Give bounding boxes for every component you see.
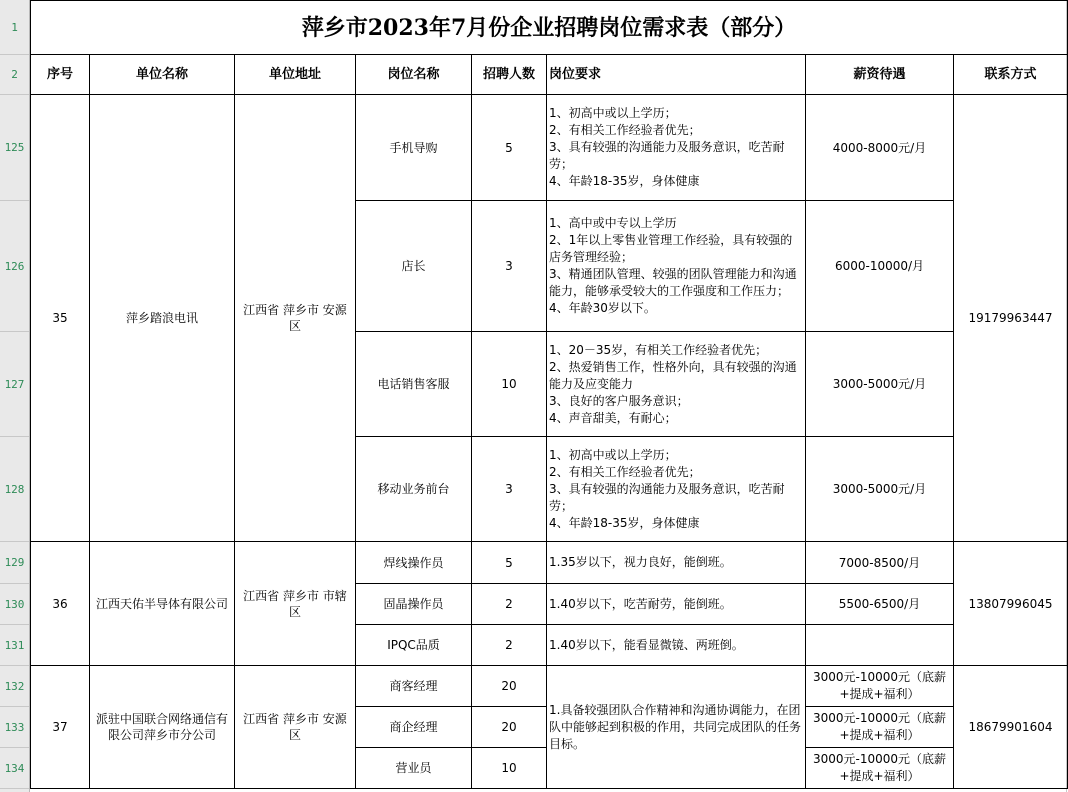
header-salary[interactable]: 薪资待遇 (806, 55, 954, 95)
count-cell[interactable]: 2 (472, 584, 547, 625)
requirement-line: 1、初高中或以上学历； (549, 447, 677, 462)
company-cell[interactable]: 萍乡踏浪电讯 (90, 95, 235, 542)
requirement-line: 4、年龄18-35岁，身体健康 (549, 515, 700, 530)
salary-cell[interactable]: 3000元-10000元（底薪+提成+福利） (806, 748, 954, 789)
position-cell[interactable]: IPQC品质 (356, 625, 472, 666)
requirement-line: 4、年龄18-35岁，身体健康 (549, 174, 700, 188)
address-cell[interactable]: 江西省 萍乡市 市辖区 (235, 542, 356, 666)
requirement-line: 4、年龄30岁以下。 (549, 301, 656, 315)
salary-cell[interactable]: 3000元-10000元（底薪+提成+福利） (806, 666, 954, 707)
row-number[interactable]: 128 (0, 437, 29, 542)
position-cell[interactable]: 商客经理 (356, 666, 472, 707)
requirement-line: 1、高中或中专以上学历 (549, 216, 677, 230)
requirements-cell[interactable] (547, 584, 806, 625)
header-company[interactable]: 单位名称 (90, 55, 235, 95)
count-cell[interactable]: 20 (472, 666, 547, 707)
company-cell[interactable]: 派驻中国联合网络通信有限公司萍乡市分公司 (90, 666, 235, 789)
count-cell[interactable]: 5 (472, 542, 547, 584)
requirement-line: 2、有相关工作经验者优先； (549, 464, 701, 479)
position-cell[interactable]: 移动业务前台 (356, 437, 472, 542)
seq-cell[interactable]: 37 (30, 666, 90, 789)
count-cell[interactable]: 10 (472, 332, 547, 437)
salary-cell[interactable] (806, 625, 954, 666)
row-number[interactable]: 131 (0, 625, 29, 666)
requirements-cell[interactable] (547, 95, 806, 201)
salary-cell[interactable]: 3000-5000元/月 (806, 332, 954, 437)
requirement-line: 1.35岁以下，视力良好，能倒班。 (549, 555, 732, 569)
row-number[interactable]: 130 (0, 584, 29, 625)
header-count[interactable]: 招聘人数 (472, 55, 547, 95)
count-cell[interactable]: 5 (472, 95, 547, 201)
requirement-line: 3、具有较强的沟通能力及服务意识，吃苦耐劳； (549, 481, 785, 513)
row-number[interactable]: 129 (0, 542, 29, 584)
requirement-line: 1、20－35岁，有相关工作经验者优先； (549, 342, 768, 357)
row-number[interactable]: 134 (0, 748, 29, 789)
position-cell[interactable]: 店长 (356, 201, 472, 332)
count-cell[interactable]: 3 (472, 201, 547, 332)
requirements-cell[interactable] (547, 666, 806, 789)
salary-cell[interactable]: 3000-5000元/月 (806, 437, 954, 542)
salary-cell[interactable]: 5500-6500/月 (806, 584, 954, 625)
requirement-line: 1、初高中或以上学历； (549, 106, 677, 120)
position-cell[interactable]: 固晶操作员 (356, 584, 472, 625)
row-number[interactable]: 2 (0, 55, 29, 95)
row-header-column (0, 0, 30, 792)
requirements-cell[interactable] (547, 332, 806, 437)
row-number[interactable]: 125 (0, 95, 29, 201)
row-number[interactable]: 133 (0, 707, 29, 748)
company-cell[interactable]: 江西天佑半导体有限公司 (90, 542, 235, 666)
row-number[interactable]: 127 (0, 332, 29, 437)
row-number[interactable]: 1 (0, 0, 29, 55)
row-number[interactable]: 132 (0, 666, 29, 707)
salary-cell[interactable]: 4000-8000元/月 (806, 95, 954, 201)
header-contact[interactable]: 联系方式 (954, 55, 1068, 95)
requirements-cell[interactable] (547, 437, 806, 542)
salary-cell[interactable]: 7000-8500/月 (806, 542, 954, 584)
count-cell[interactable]: 2 (472, 625, 547, 666)
requirements-cell[interactable] (547, 201, 806, 332)
requirement-line: 2、热爱销售工作，性格外向，具有较强的沟通能力及应变能力 (549, 359, 797, 391)
count-cell[interactable]: 20 (472, 707, 547, 748)
position-cell[interactable]: 商企经理 (356, 707, 472, 748)
position-cell[interactable]: 营业员 (356, 748, 472, 789)
address-cell[interactable]: 江西省 萍乡市 安源区 (235, 95, 356, 542)
row-number[interactable]: 126 (0, 201, 29, 332)
position-cell[interactable]: 焊线操作员 (356, 542, 472, 584)
seq-cell[interactable]: 35 (30, 95, 90, 542)
requirement-line: 2、1年以上零售业管理工作经验，具有较强的店务管理经验； (549, 233, 793, 264)
sheet-title[interactable]: 萍乡市2023年7月份企业招聘岗位需求表（部分） (30, 0, 1068, 55)
contact-cell[interactable]: 18679901604 (954, 666, 1068, 789)
spreadsheet-grid (30, 0, 1068, 792)
seq-cell[interactable]: 36 (30, 542, 90, 666)
position-cell[interactable]: 电话销售客服 (356, 332, 472, 437)
requirement-line: 1.具备较强团队合作精神和沟通协调能力，在团队中能够起到积极的作用，共同完成团队的任务目标。 (549, 702, 802, 751)
position-cell[interactable]: 手机导购 (356, 95, 472, 201)
salary-cell[interactable]: 3000元-10000元（底薪+提成+福利） (806, 707, 954, 748)
requirement-line: 1.40岁以下，吃苦耐劳，能倒班。 (549, 596, 732, 611)
header-position[interactable]: 岗位名称 (356, 55, 472, 95)
requirement-line: 3、具有较强的沟通能力及服务意识，吃苦耐劳； (549, 140, 785, 171)
requirement-line: 1.40岁以下，能看显微镜、两班倒。 (549, 637, 744, 652)
header-address[interactable]: 单位地址 (235, 55, 356, 95)
requirement-line: 2、有相关工作经验者优先； (549, 123, 701, 137)
address-cell[interactable]: 江西省 萍乡市 安源区 (235, 666, 356, 789)
requirement-line: 4、声音甜美，有耐心； (549, 410, 677, 425)
header-requirements[interactable]: 岗位要求 (547, 55, 806, 95)
requirements-cell[interactable] (547, 542, 806, 584)
contact-cell[interactable]: 19179963447 (954, 95, 1068, 542)
requirements-cell[interactable] (547, 625, 806, 666)
requirement-line: 3、良好的客户服务意识； (549, 393, 689, 408)
count-cell[interactable]: 3 (472, 437, 547, 542)
requirement-line: 3、精通团队管理、较强的团队管理能力和沟通能力，能够承受较大的工作强度和工作压力； (549, 267, 797, 298)
salary-cell[interactable]: 6000-10000/月 (806, 201, 954, 332)
contact-cell[interactable]: 13807996045 (954, 542, 1068, 666)
count-cell[interactable]: 10 (472, 748, 547, 789)
header-seq[interactable]: 序号 (30, 55, 90, 95)
